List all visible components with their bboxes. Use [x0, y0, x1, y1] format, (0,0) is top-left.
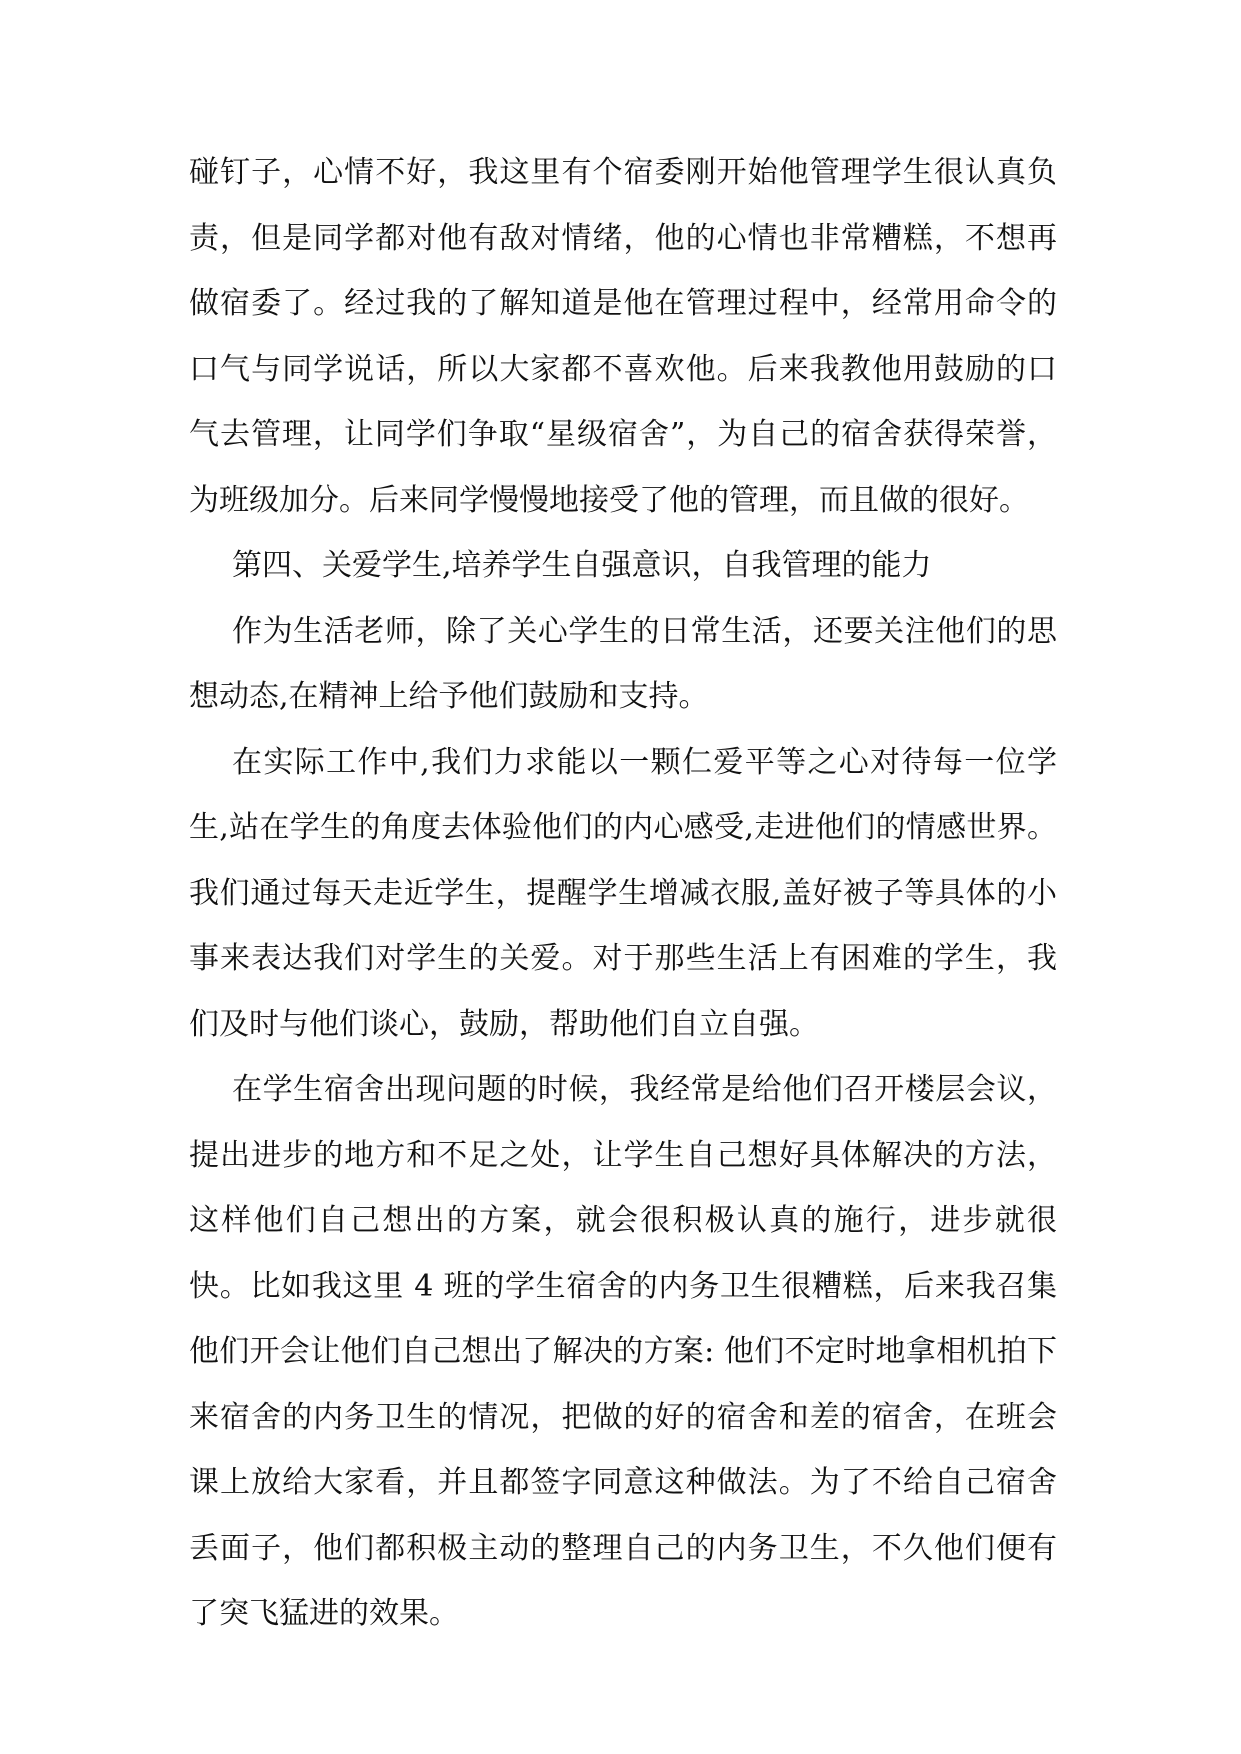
paragraph: 作为生活老师，除了关心学生的日常生活，还要关注他们的思想动态,在精神上给予他们鼓励和支持。 — [189, 613, 1057, 714]
paragraph: 在实际工作中,我们力求能以一颗仁爱平等之心对待每一位学生,站在学生的角度去体验他们的内心感受,走进他们的情感世界。我们通过每天走近学生，提醒学生增减衣服,盖好被子等具体的小事来表达我们对学生的关爱。对于那些生活上有困难的学生，我们及时与他们谈心，鼓励，帮助他们自立自强。 — [189, 744, 1057, 1042]
paragraph: 在学生宿舍出现问题的时候，我经常是给他们召开楼层会议，提出进步的地方和不足之处，让学生自己想好具体解决的方法，这样他们自己想出的方案，就会很积极认真的施行，进步就很快。比如我这里 4 班的学生宿舍的内务卫生很糟糕，后来我召集他们开会让他们自己想出了解决的方案: 他们不定时地拿相机拍下来宿舍的内务卫生的情况，把做的好的宿舍和差的宿舍，在班会课上放给大家看，并且都签字同意这种做法。为了不给自己宿舍丢面子，他们都积极主动的整理自己的内务卫生，不久他们便有了突飞猛进的效果。 — [189, 1072, 1057, 1631]
document-body — [189, 140, 1057, 1647]
paragraph-continued: 碰钉子，心情不好，我这里有个宿委刚开始他管理学生很认真负责，但是同学都对他有敌对情绪，他的心情也非常糟糕，不想再做宿委了。经过我的了解知道是他在管理过程中，经常用命令的口气与同学说话，所以大家都不喜欢他。后来我教他用鼓励的口气去管理，让同学们争取“星级宿舍”，为自己的宿舍获得荣誉，为班级加分。后来同学慢慢地接受了他的管理，而且做的很好。 — [189, 155, 1057, 518]
section-heading-4: 第四、关爱学生,培养学生自强意识，自我管理的能力 — [232, 548, 932, 583]
